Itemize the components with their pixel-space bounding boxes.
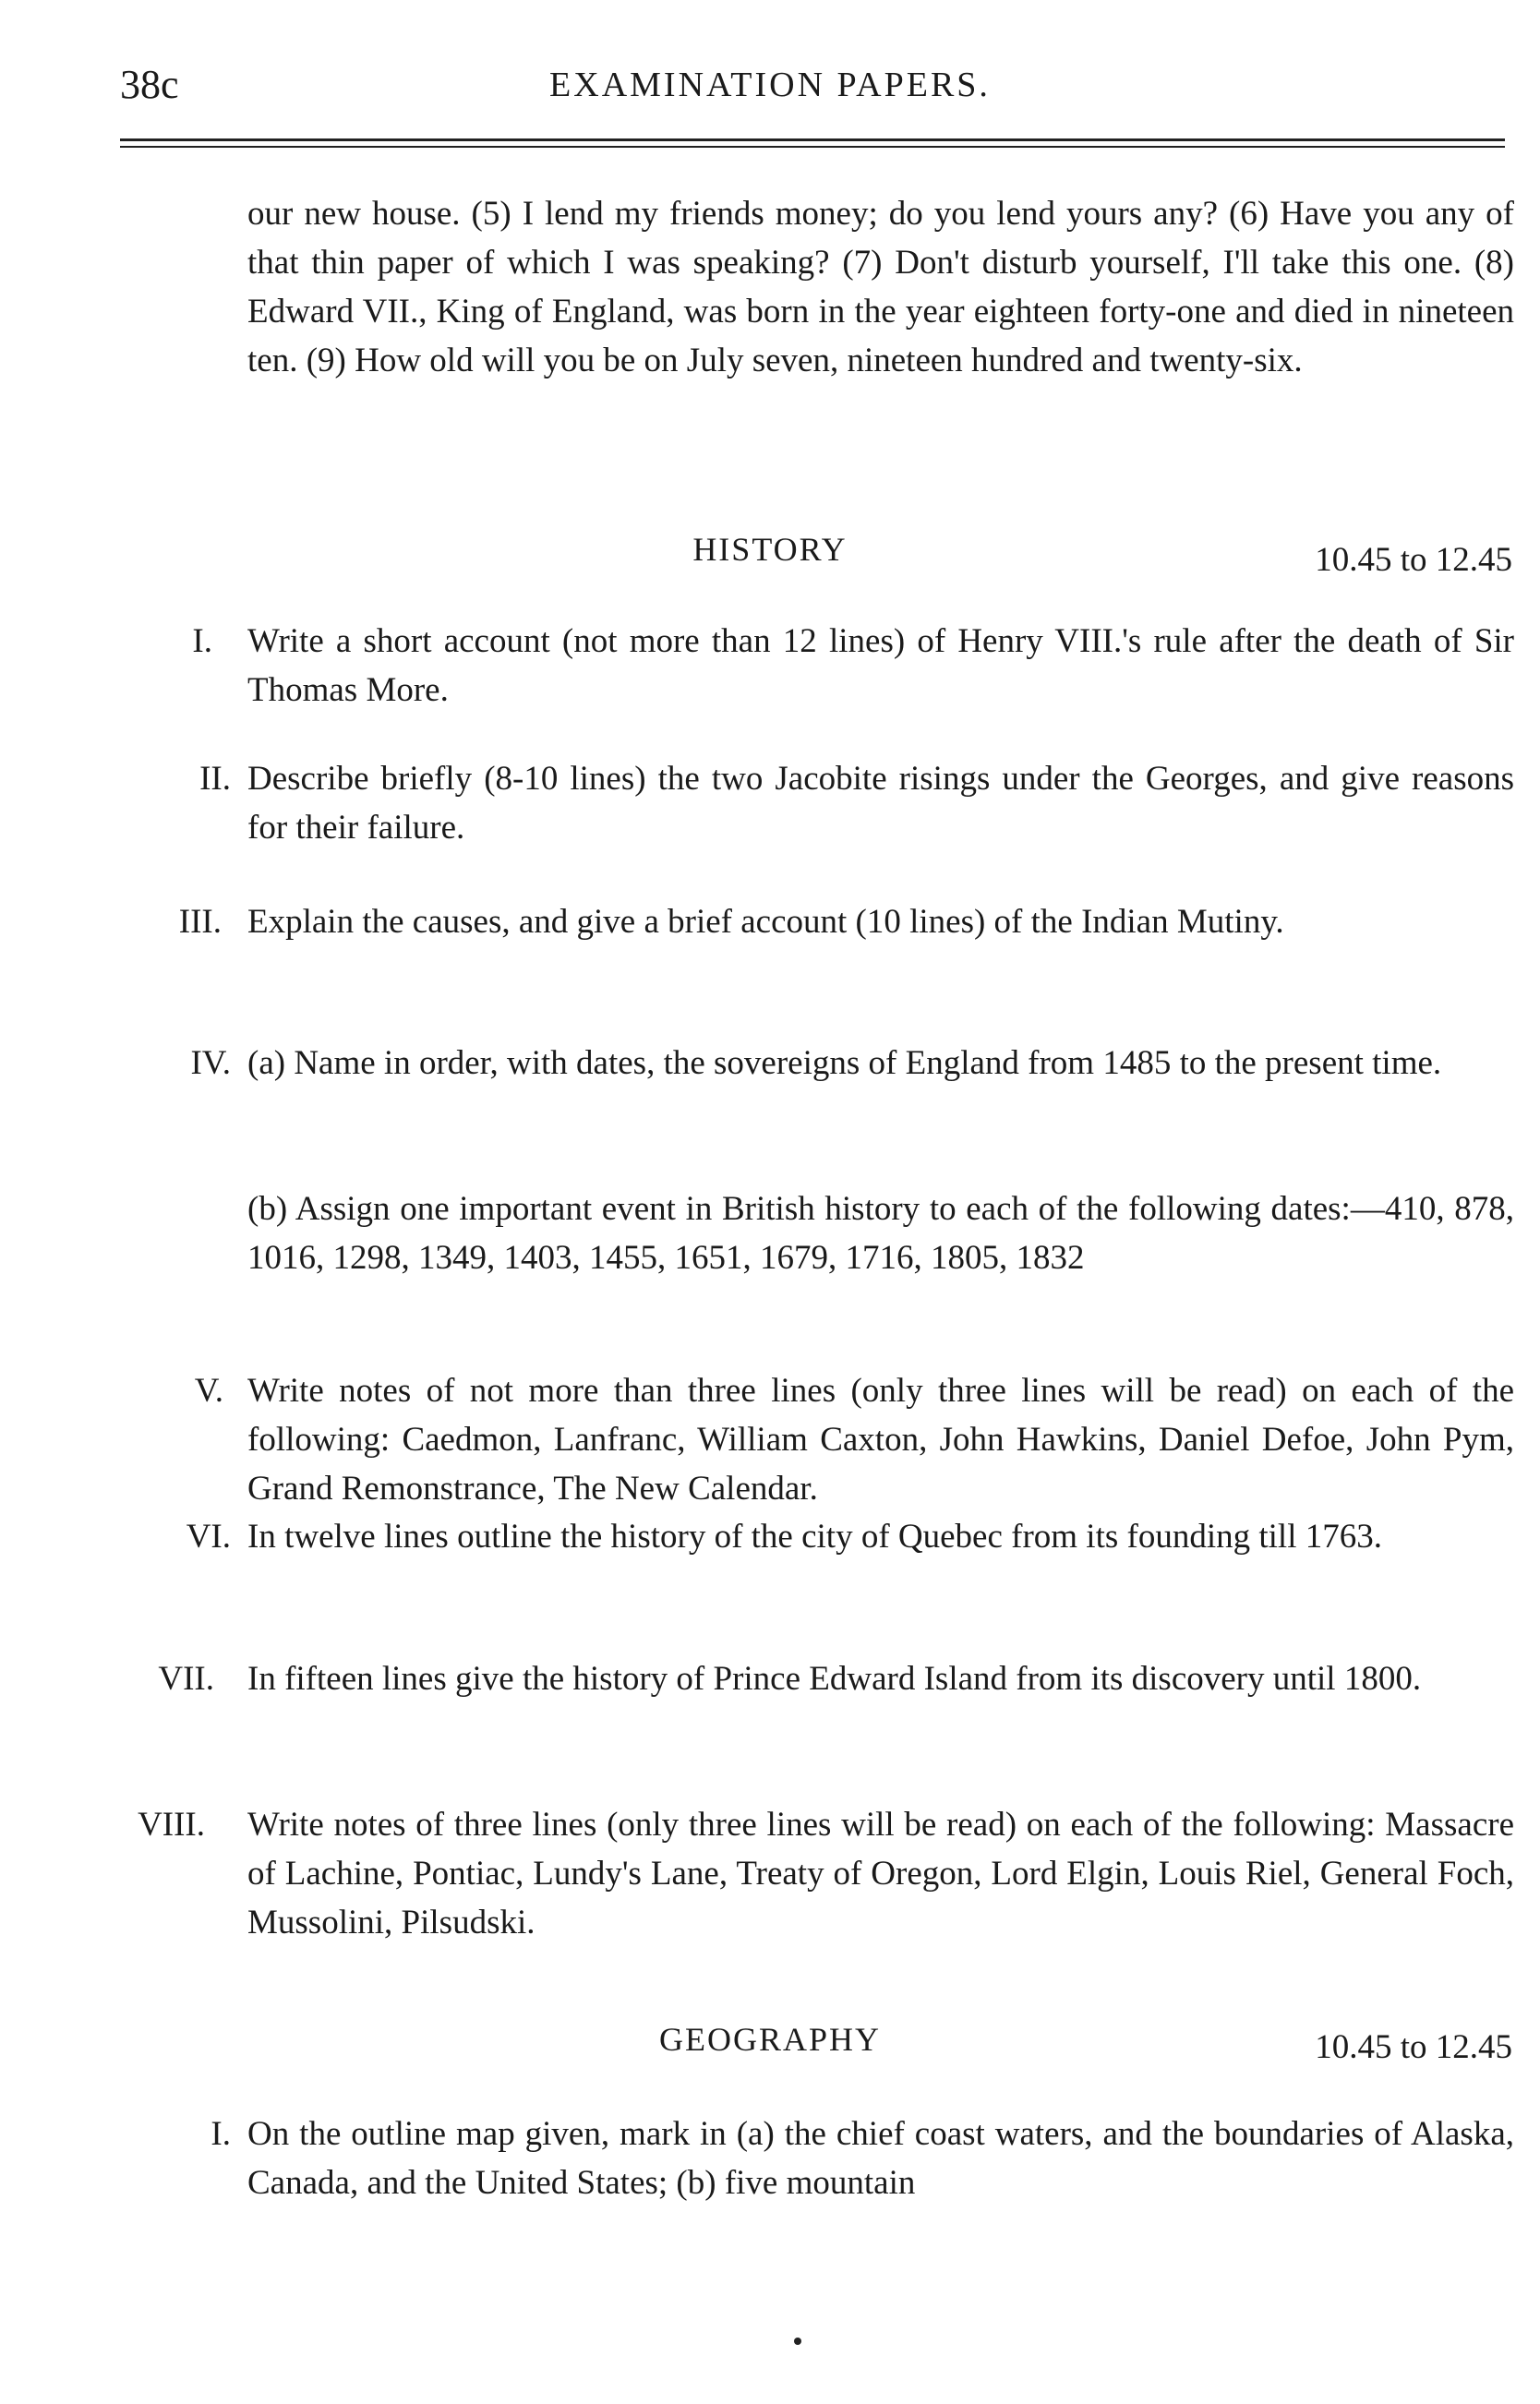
history-q3-number: III. (178, 903, 222, 941)
header-rule-bottom (120, 146, 1505, 148)
page-number: 38c (120, 62, 179, 107)
history-q5-text: Write notes of not more than three lines (only three lines will be read) on each of the following: Caedmon, Lanfranc, William Caxton, John Hawkins, Daniel Defoe, John Pym, Grand Remonstrance, The New Calendar. (247, 1372, 1514, 1508)
history-q1-text: Write a short account (not more than 12 lines) of Henry VIII.'s rule after the death of Sir Thomas More. (247, 622, 1514, 709)
print-mark (794, 2338, 801, 2345)
history-q6-text: In twelve lines outline the history of the city of Quebec from its founding till 1763. (247, 1518, 1382, 1556)
history-q8-number: VIII. (138, 1806, 205, 1844)
geography-time: 10.45 to 12.45 (1315, 2028, 1512, 2066)
history-q8-text: Write notes of three lines (only three lines will be read) on each of the following: Massacre of Lachine, Pontiac, Lundy's Lane, Treaty of Oregon, Lord Elgin, Louis Riel, General Foch, Mussolini, Pilsudski. (247, 1806, 1514, 1941)
history-heading: HISTORY (692, 531, 848, 568)
history-time: 10.45 to 12.45 (1315, 541, 1512, 579)
history-q2-text: Describe briefly (8-10 lines) the two Jacobite risings under the Georges, and give reasons for their failure. (247, 760, 1514, 847)
geography-q1-text: On the outline map given, mark in (a) the chief coast waters, and the boundaries of Alaska, Canada, and the United States; (b) five mountain (247, 2115, 1514, 2202)
history-q7-text: In fifteen lines give the history of Prince Edward Island from its discovery until 1800. (247, 1660, 1422, 1698)
history-q5-number: V. (194, 1372, 223, 1410)
history-q4-number: IV. (190, 1044, 231, 1082)
history-q3-text: Explain the causes, and give a brief account (10 lines) of the Indian Mutiny. (247, 903, 1284, 941)
carryover-paragraph: our new house. (5) I lend my friends money; do you lend yours any? (6) Have you any of that thin paper of which I was speaking? (7) Don't disturb yourself, I'll take this one. (8) Edward VII., King of England, was born in the year eighteen forty-one and died in nineteen ten. (9) How old will you be on July seven, nineteen hundred and twenty-six. (247, 195, 1514, 379)
history-q1-number: I. (192, 622, 212, 660)
history-q2-number: II. (199, 760, 231, 798)
running-head: EXAMINATION PAPERS. (549, 66, 991, 104)
geography-q1-number: I. (211, 2115, 231, 2153)
history-q4a-text: (a) Name in order, with dates, the sovereigns of England from 1485 to the present time. (247, 1044, 1442, 1082)
header-rule-top (120, 138, 1505, 141)
geography-heading: GEOGRAPHY (658, 2021, 881, 2058)
history-q7-number: VII. (158, 1660, 214, 1698)
history-q6-number: VI. (186, 1518, 231, 1556)
history-q4b-text: (b) Assign one important event in British history to each of the following dates:—410, 878, 1016, 1298, 1349, 1403, 1455, 1651, 1679, 1716, 1805, 1832 (247, 1190, 1514, 1277)
